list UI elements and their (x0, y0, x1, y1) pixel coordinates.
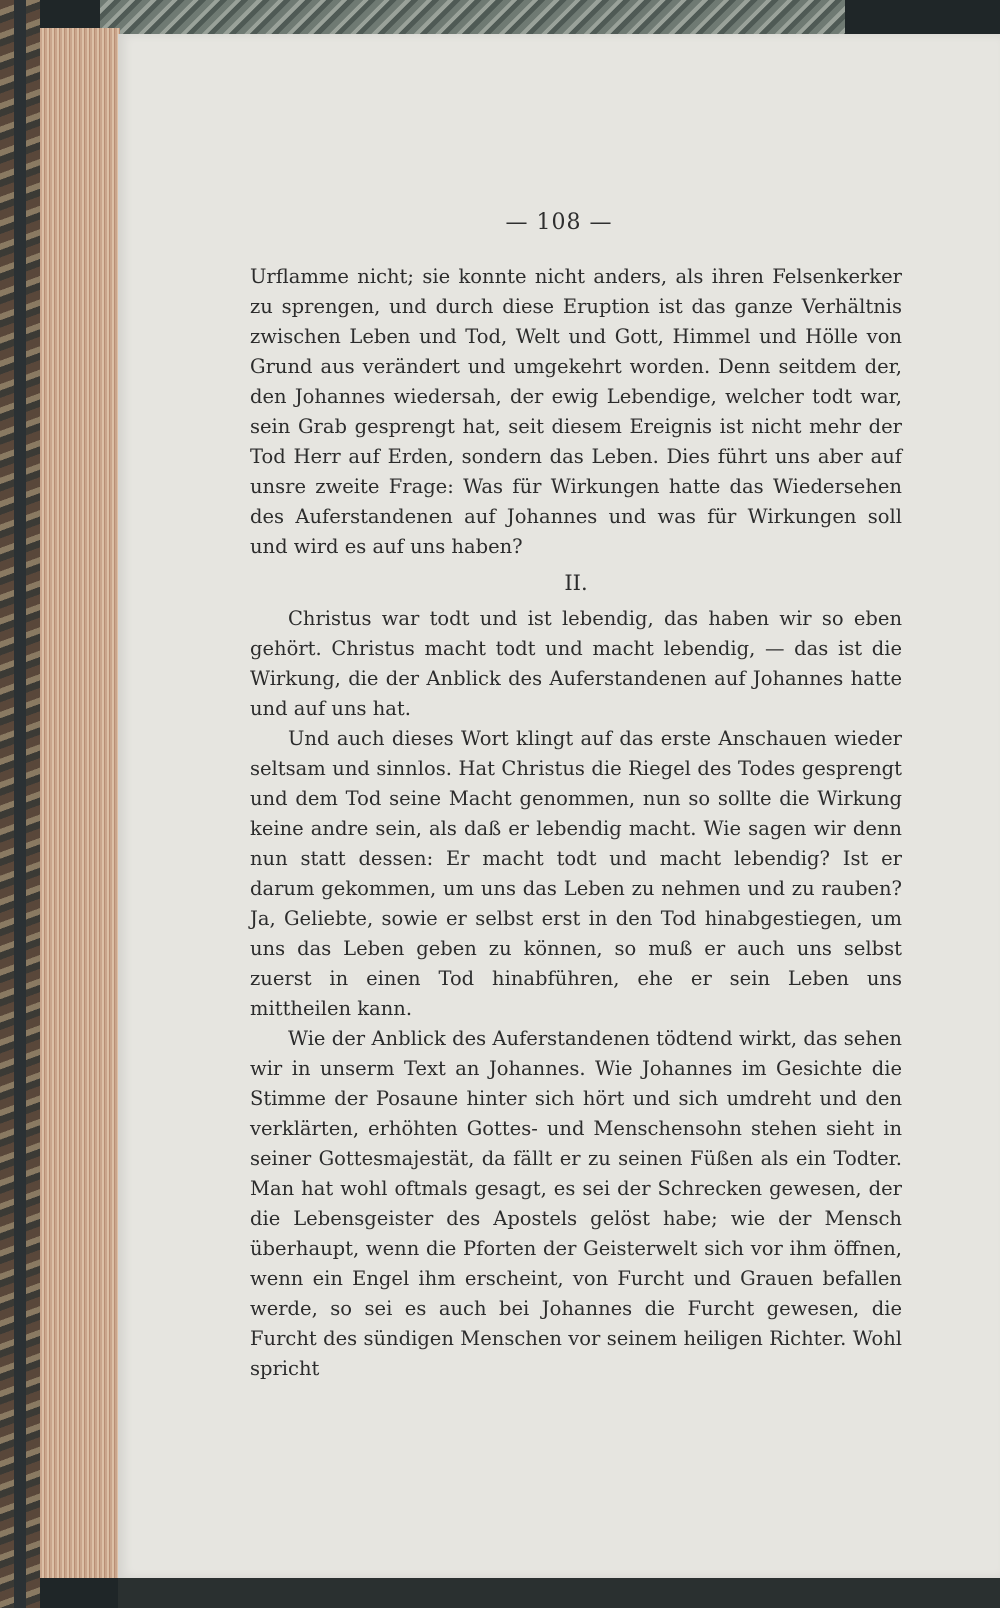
paragraph-continued: Urflamme nicht; sie konnte nicht anders, als ihren Felsenkerker zu sprengen, und durch diese Eruption ist das ganze Verhältnis zwischen Leben und Tod, Welt und Gott, Himmel und Hölle von Grund aus verändert und umgekehrt worden. Denn seitdem der, den Johannes wiedersah, der ewig Lebendige, welcher todt war, sein Grab gesprengt hat, seit diesem Ereignis ist nicht mehr der Tod Herr auf Erden, sondern das Leben. Dies führt uns aber auf unsre zweite Frage: Was für Wirkungen hatte das Wiedersehen des Auferstandenen auf Johannes und was für Wirkungen soll und wird es auf uns haben? (250, 265, 902, 558)
paragraph: Christus war todt und ist lebendig, das haben wir so eben gehört. Christus macht todt und macht lebendig, — das ist die Wirkung, die der Anblick des Auferstandenen auf Johannes hatte und auf uns hat. (250, 607, 902, 720)
page-text (250, 262, 902, 1384)
book-cover-top-edge (100, 0, 845, 38)
paragraph: Wie der Anblick des Auferstandenen tödtend wirkt, das sehen wir in unserm Text an Johannes. Wie Johannes im Gesichte die Stimme der Posaune hinter sich hört und sich umdreht und den verklärten, erhöhten Gottes- und Menschensohn stehen sieht in seiner Gottesmajestät, da fällt er zu seinen Füßen als ein Todter. Man hat wohl oftmals gesagt, es sei der Schrecken gewesen, der die Lebensgeister des Apostels gelöst habe; wie der Mensch überhaupt, wenn die Pforten der Geisterwelt sich vor ihm öffnen, wenn ein Engel ihm erscheint, von Furcht und Grauen befallen werde, so sei es auch bei Johannes die Furcht gewesen, die Furcht des sündigen Menschen vor seinem heiligen Richter. Wohl spricht (250, 1027, 902, 1380)
book-page (118, 34, 1000, 1578)
book-spine (14, 0, 26, 1608)
scan-background (118, 1578, 1000, 1608)
page-edges (40, 28, 120, 1578)
paragraph: Und auch dieses Wort klingt auf das erste Anschauen wieder seltsam und sinnlos. Hat Christus die Riegel des Todes gesprengt und dem Tod seine Macht genommen, nun so sollte die Wirkung keine andre sein, als daß er lebendig macht. Wie sagen wir denn nun statt dessen: Er macht todt und macht lebendig? Ist er darum gekommen, um uns das Leben zu nehmen und zu rauben? Ja, Geliebte, sowie er selbst erst in den Tod hinabgestiegen, um uns das Leben geben zu können, so muß er auch uns selbst zuerst in einen Tod hinabführen, ehe er sein Leben uns mittheilen kann. (250, 727, 902, 1020)
page-number: — 108 — (505, 210, 613, 235)
section-heading: II. (564, 571, 588, 595)
